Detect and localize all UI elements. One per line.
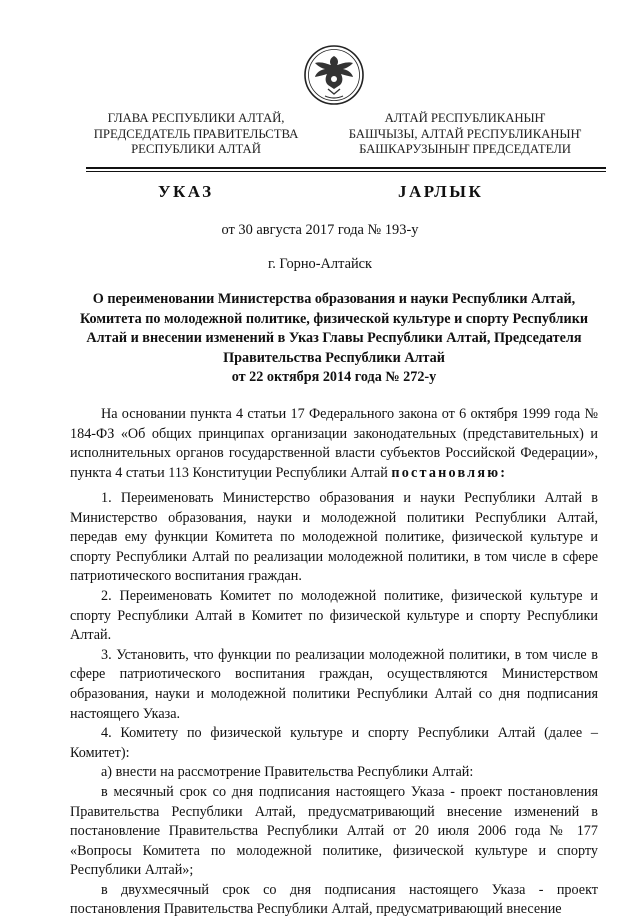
- paragraph-4a: а) внести на рассмотрение Правительства Республики Алтай:: [101, 764, 474, 781]
- header-line: РЕСПУБЛИКИ АЛТАЙ: [131, 142, 261, 156]
- coat-of-arms-icon: [303, 42, 365, 108]
- paragraph-3: 3. Установить, что функции по реализации молодежной политики, в том числе в сфере патриотического воспитания граждан, осуществляются Министерством образования, науки и молодежной политики Республики Алтай со дня подписания настоящего Указа.: [70, 646, 598, 722]
- header-divider: [86, 167, 606, 169]
- heading-line: Правительства Республики Алтай: [223, 349, 445, 366]
- decree-word: постановляю:: [391, 464, 508, 481]
- paragraph-1: 1. Переименовать Министерство образования и науки Республики Алтай в Министерство образования, науки и молодежной политики Республики Алтай, передав ему функции Комитета по молодежной политике, физической культуре и спорту Республики Алтай по реализации молодежной политики, в том числе в сфере патриотического воспитания граждан.: [70, 490, 598, 585]
- decree-body: [70, 489, 598, 920]
- document-type-russian: УКАЗ: [158, 182, 214, 201]
- header-line: БАШЧЫЗЫ, АЛТАЙ РЕСПУБЛИКАНЫҤ: [348, 126, 582, 141]
- document-heading: [70, 290, 598, 388]
- heading-line: от 22 октября 2014 года № 272-у: [231, 369, 437, 385]
- heading-line: Комитета по молодежной политике, физической культуре и спорту Республики: [79, 310, 589, 327]
- preamble-paragraph: [70, 405, 598, 483]
- paragraph-4: 4. Комитету по физической культуре и спорту Республики Алтай (далее – Комитет):: [70, 725, 598, 761]
- header-line: ГЛАВА РЕСПУБЛИКИ АЛТАЙ,: [107, 111, 285, 125]
- issuer-header-altai: [340, 111, 590, 158]
- heading-line: Алтай и внесении изменений в Указ Главы Республики Алтай, Председателя: [86, 330, 582, 346]
- document-type-altai: ЈАРЛЫК: [398, 182, 484, 201]
- header-line: БАШКАРУЗЫНЫҤ ПРЕДСЕДАТЕЛИ: [359, 142, 571, 156]
- issuer-header-russian: [76, 111, 316, 158]
- paragraph-4a-item-2: в двухмесячный срок со дня подписания настоящего Указа - проект постановления Правительства Республики Алтай, предусматривающий внесение: [70, 881, 598, 918]
- header-line: АЛТАЙ РЕСПУБЛИКАНЫҤ: [384, 111, 546, 125]
- header-divider-thin: [86, 171, 606, 172]
- preamble-body: На основании пункта 4 статьи 17 Федерального закона от 6 октября 1999 года № 184-ФЗ «Об общих принципах организации законодательных (представительных) и исполнительных органов государственной власти субъектов Российской Федерации», пункта 4 статьи 113 Конституции Республики Алтай: [70, 406, 598, 481]
- header-line: ПРЕДСЕДАТЕЛЬ ПРАВИТЕЛЬСТВА: [93, 126, 299, 141]
- preamble-text: [70, 405, 598, 483]
- heading-line: О переименовании Министерства образования и науки Республики Алтай,: [92, 291, 576, 307]
- document-city: г. Горно-Алтайск: [267, 256, 373, 272]
- document-date: от 30 августа 2017 года № 193-у: [221, 222, 419, 238]
- paragraph-2: 2. Переименовать Комитет по молодежной политике, физической культуре и спорту Республики Алтай в Комитет по физической культуре и спорту Республики Алтай.: [70, 587, 598, 644]
- paragraph-4a-item-1: в месячный срок со дня подписания настоящего Указа - проект постановления Правительства Республики Алтай, предусматривающий внесение изменений в постановление Правительства Республики Алтай от 20 июля 2006 года № 177 «Вопросы Комитета по молодежной политике, физической культуре и спорту Республики Алтай»;: [70, 783, 598, 879]
